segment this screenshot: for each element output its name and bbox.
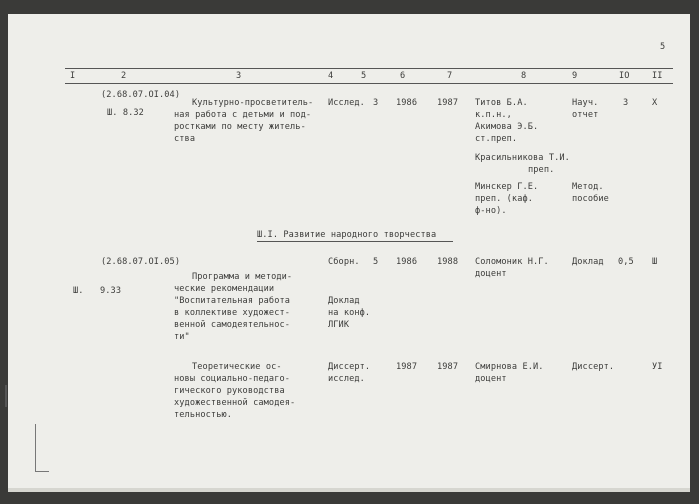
entry2-number: 9.33 — [100, 286, 122, 296]
entry2-code: (2.68.07.OI.05) — [101, 257, 181, 267]
page-number: 5 — [660, 42, 666, 52]
entry2-result: Доклад — [572, 257, 604, 267]
col-num-7: 7 — [447, 71, 453, 81]
entry3-result: Диссерт. — [572, 362, 615, 372]
entry3-exec-2: доцент — [475, 374, 507, 384]
col-num-3: 3 — [236, 71, 242, 81]
entry2-roman: Ш. — [73, 286, 84, 296]
entry1-exec-9: ф-но). — [475, 206, 507, 216]
header-rule-bottom — [65, 83, 673, 84]
entry1-exec-5: Красильникова Т.И. — [475, 153, 570, 163]
margin-line-foot — [35, 471, 49, 472]
entry3-type-2: исслед. — [328, 374, 365, 384]
col-num-5: 5 — [361, 71, 367, 81]
entry1-result1-2: отчет — [572, 110, 599, 120]
entry1-title-3: ростками по месту житель- — [174, 122, 306, 132]
entry1-result1-1: Науч. — [572, 98, 599, 108]
entry2-col11: Ш — [652, 257, 658, 267]
entry2-type-extra-1: Доклад — [328, 296, 360, 306]
section-title: Ш.I. Развитие народного творчества — [257, 230, 437, 240]
entry1-col5: 3 — [373, 98, 379, 108]
col-num-2: 2 — [121, 71, 127, 81]
entry2-title-6: ти" — [174, 332, 190, 342]
entry1-col10: 3 — [623, 98, 629, 108]
entry3-title-1: Теоретические ос- — [192, 362, 282, 372]
entry1-exec-6: преп. — [528, 165, 555, 175]
margin-line — [35, 424, 36, 472]
page-edge — [8, 488, 690, 492]
entry2-title-4: в коллективе художест- — [174, 308, 291, 318]
entry1-type: Исслед. — [328, 98, 365, 108]
header-rule-top — [65, 68, 673, 69]
entry1-result2-1: Метод. — [572, 182, 604, 192]
entry1-title-4: ства — [174, 134, 196, 144]
entry3-exec-1: Смирнова Е.И. — [475, 362, 544, 372]
col-num-8: 8 — [521, 71, 527, 81]
entry2-exec-2: доцент — [475, 269, 507, 279]
entry2-exec-1: Соломоник Н.Г. — [475, 257, 549, 267]
entry1-code: (2.68.07.OI.04) — [101, 90, 181, 100]
col-num-9: 9 — [572, 71, 578, 81]
entry1-exec-8: преп. (каф. — [475, 194, 534, 204]
entry3-end: 1987 — [437, 362, 459, 372]
entry3-title-4: художественной самодея- — [174, 398, 296, 408]
col-num-6: 6 — [400, 71, 406, 81]
entry2-col5: 5 — [373, 257, 379, 267]
entry2-type-extra-3: ЛГИК — [328, 320, 350, 330]
binding-mark — [5, 385, 7, 407]
entry2-col10: 0,5 — [618, 257, 634, 267]
entry3-start: 1987 — [396, 362, 418, 372]
entry1-start: 1986 — [396, 98, 418, 108]
section-title-underline — [257, 241, 453, 242]
col-num-11: II — [652, 71, 663, 81]
entry2-end: 1988 — [437, 257, 459, 267]
entry1-number: Ш. 8.32 — [107, 108, 144, 118]
entry1-exec-4: ст.преп. — [475, 134, 518, 144]
entry2-title-2: ческие рекомендации — [174, 284, 275, 294]
entry3-type-1: Диссерт. — [328, 362, 371, 372]
entry1-exec-3: Акимова Э.Б. — [475, 122, 539, 132]
col-num-4: 4 — [328, 71, 334, 81]
entry3-title-3: гического руководства — [174, 386, 285, 396]
entry2-title-5: венной самодеятельнос- — [174, 320, 291, 330]
col-num-1: I — [70, 71, 76, 81]
entry1-exec-1: Титов Б.А. — [475, 98, 528, 108]
entry2-title-3: "Воспитательная работа — [174, 296, 291, 306]
entry1-exec-7: Минскер Г.Е. — [475, 182, 539, 192]
entry2-title-1: Программа и методи- — [192, 272, 293, 282]
entry3-col11: УI — [652, 362, 663, 372]
entry1-col11: Х — [652, 98, 658, 108]
entry1-exec-2: к.п.н., — [475, 110, 512, 120]
entry2-type: Сборн. — [328, 257, 360, 267]
entry3-title-5: тельностью. — [174, 410, 233, 420]
entry1-result2-2: пособие — [572, 194, 609, 204]
entry1-end: 1987 — [437, 98, 459, 108]
entry2-start: 1986 — [396, 257, 418, 267]
entry1-title-2: ная работа с детьми и под- — [174, 110, 312, 120]
entry2-type-extra-2: на конф. — [328, 308, 371, 318]
document-page — [8, 14, 690, 488]
col-num-10: IO — [619, 71, 630, 81]
entry3-title-2: новы социально-педаго- — [174, 374, 291, 384]
entry1-title-1: Культурно-просветитель- — [192, 98, 314, 108]
